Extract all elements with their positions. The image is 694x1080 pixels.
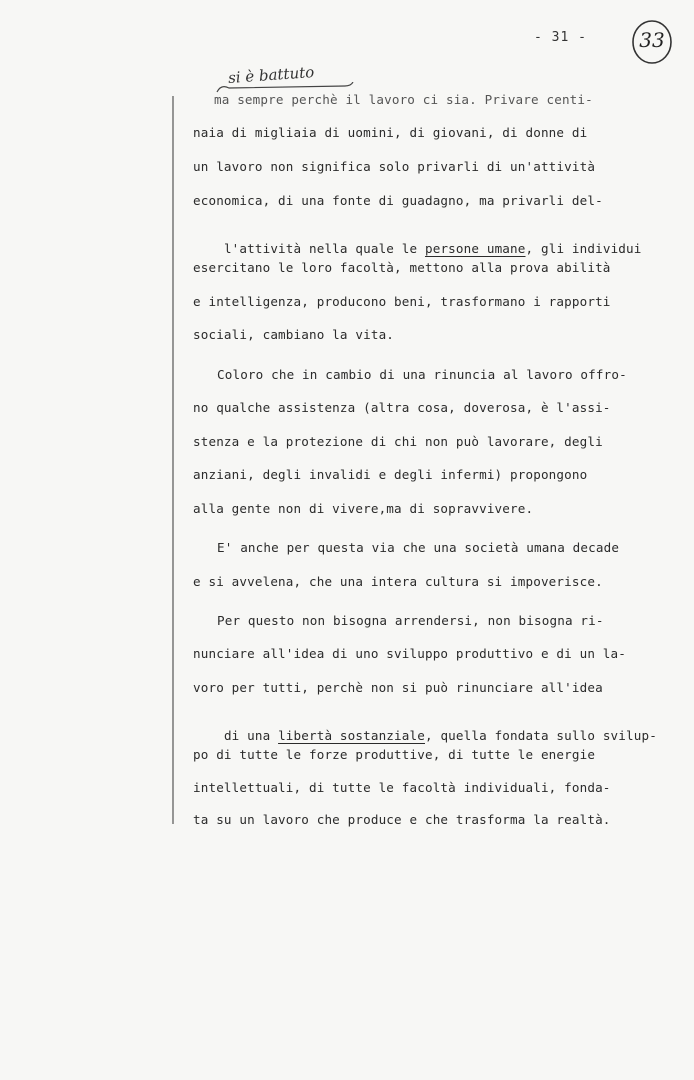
text-segment: di una [223,728,279,743]
text-line: intellettuali, di tutte le facoltà individuali, fonda- [193,780,611,795]
text-line: nunciare all'idea di uno sviluppo produttivo e di un la- [193,646,626,661]
text-line: Coloro che in cambio di una rinuncia al lavoro offro- [217,367,627,382]
text-line: alla gente non di vivere,ma di sopravvivere. [193,501,534,516]
text-line: un lavoro non significa solo privarli di un'attività [193,159,596,174]
text-line: stenza e la protezione di chi non può lavorare, degli [193,434,603,449]
handwritten-insertion: si è battuto [227,63,315,87]
text-line: esercitano le loro facoltà, mettono alla prova abilità [193,260,611,275]
text-line: ma sempre perchè il lavoro ci sia. Privare centi- [214,92,593,107]
text-line: economica, di una fonte di guadagno, ma privarli del- [193,193,603,208]
text-segment: , quella fondata sullo svilup- [424,728,657,743]
underlined-phrase: libertà sostanziale [278,728,425,743]
text-line: ta su un lavoro che produce e che trasforma la realtà. [193,812,611,827]
text-line: voro per tutti, perchè non si può rinunciare all'idea [193,680,603,695]
text-line: Per questo non bisogna arrendersi, non bisogna ri- [217,613,604,628]
text-line: no qualche assistenza (altra cosa, doverosa, è l'assi- [193,400,611,415]
text-line: E' anche per questa via che una società umana decade [217,540,620,555]
text-segment: , gli individui [525,241,642,256]
text-line: e intelligenza, producono beni, trasformano i rapporti [193,294,611,309]
text-line: naia di migliaia di uomini, di giovani, di donne di [193,125,588,140]
underlined-phrase: persone umane [424,241,526,256]
text-line: e si avvelena, che una intera cultura si impoverisce. [193,574,603,589]
text-line: po di tutte le forze produttive, di tutte le energie [193,747,596,762]
text-segment: l'attività nella quale le [223,241,425,256]
text-line: sociali, cambiano la vita. [193,327,395,342]
circled-page-number [630,18,674,66]
circled-number-text: 33 [639,28,665,52]
page-number: - 31 - [534,30,587,45]
margin-line [172,96,174,824]
text-line: anziani, degli invalidi e degli infermi) propongono [193,467,588,482]
